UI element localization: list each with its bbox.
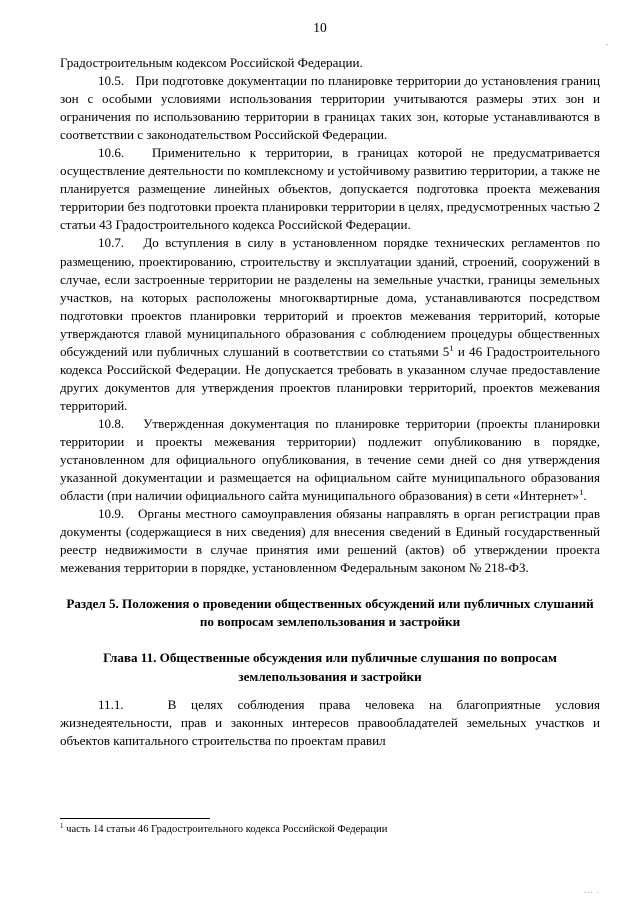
footnote-separator bbox=[60, 818, 210, 819]
paragraph bbox=[60, 505, 600, 577]
paragraph-text: и 46 Градостроительного кодекса Российской Федерации. Не допускается требовать в указанном случае предоставление других документов для утверждения проектов планировки территорий, проектов межевания территорий. bbox=[60, 343, 600, 413]
paragraph-text: 10.8. Утвержденная документация по планировке территории (проекты планировки территории и проекты межевания территории) подлежит опубликованию в порядке, установленном для официального опубликования, в течение семи дней со дня утверждения указанной документации и размещается на официальном сайте муниципального образования области (при наличии официального сайта муниципального образования) в сети «Интернет» bbox=[60, 415, 600, 504]
page-number: 10 bbox=[313, 20, 327, 35]
paragraph bbox=[60, 234, 600, 414]
paragraph bbox=[60, 72, 600, 144]
footnote-ref: 1 bbox=[579, 487, 584, 498]
footnote-ref: 1 bbox=[449, 342, 454, 353]
paragraph bbox=[60, 696, 600, 750]
paragraph-text: Глава 11. Общественные обсуждения или публичные слушания по вопросам землепользования и застройки bbox=[103, 650, 557, 684]
footnote-marker: 1 bbox=[60, 822, 64, 830]
paragraph-text: . bbox=[583, 488, 587, 504]
paragraph-text: 11.1. В целях соблюдения права человека на благоприятные условия жизнедеятельности, прав и законных интересов правообладателей земельных участков и объектов капитального строительства по проектам правил bbox=[60, 696, 600, 748]
paragraph bbox=[60, 415, 600, 505]
footnote-text: часть 14 статьи 46 Градостроительного кодекса Российской Федерации bbox=[63, 824, 388, 835]
paragraph-text: 10.5. При подготовке документации по планировке территории до установления границ зон с особыми условиями использования территории учитываются размеры этих зон и ограничения по использованию территории в границах таких зон, которые устанавливаются в соответствии с законодательством Российской Федерации. bbox=[60, 73, 600, 143]
paragraph bbox=[60, 144, 600, 234]
chapter-heading bbox=[60, 649, 600, 685]
paragraph bbox=[60, 54, 600, 72]
paragraph-text: 10.6. Применительно к территории, в границах которой не предусматривается осуществление деятельности по комплексному и устойчивому развитию территории, а также не планируется размещение линейных объектов, допускается подготовка проекта межевания территории без подготовки проекта планировки территории в целях, предусмотренных частью 2 статьи 43 Градостроительного кодекса Российской Федерации. bbox=[60, 145, 600, 233]
section-heading bbox=[60, 595, 600, 631]
footnote bbox=[60, 823, 600, 836]
paragraph-text: 10.7. До вступления в силу в установленном порядке технических регламентов по размещению, проектированию, строительству и эксплуатации зданий, строений, сооружений в случае, если застроенные территории не разделены на земельные участки, границы земельных участков, на которых расположены многоквартирные дома, устанавливаются посредством подготовки проектов планировки территорий и проектов межевания территорий, которые утверждаются главой муниципального образования с соблюдением процедуры общественных обсуждений или публичных слушаний в соответствии со статьями 5 bbox=[60, 235, 600, 359]
paragraph-text: Градостроительным кодексом Российской Федерации. bbox=[60, 55, 363, 70]
paragraph-text: 10.9. Органы местного самоуправления обязаны направлять в орган регистрации прав документы (содержащиеся в них сведения) для внесения сведений в Единый государственный реестр недвижимости в случае принятия ими решений (актов) об утверждении проекта межевания территории в порядке, установленном Федеральным законом № 218-ФЗ. bbox=[60, 506, 600, 576]
document-body bbox=[60, 54, 600, 750]
scan-mark-bottom: ··· · bbox=[583, 889, 600, 897]
scan-mark-top: . bbox=[606, 38, 608, 47]
paragraph-text: Раздел 5. Положения о проведении общественных обсуждений или публичных слушаний по вопросам землепользования и застройки bbox=[66, 596, 594, 630]
